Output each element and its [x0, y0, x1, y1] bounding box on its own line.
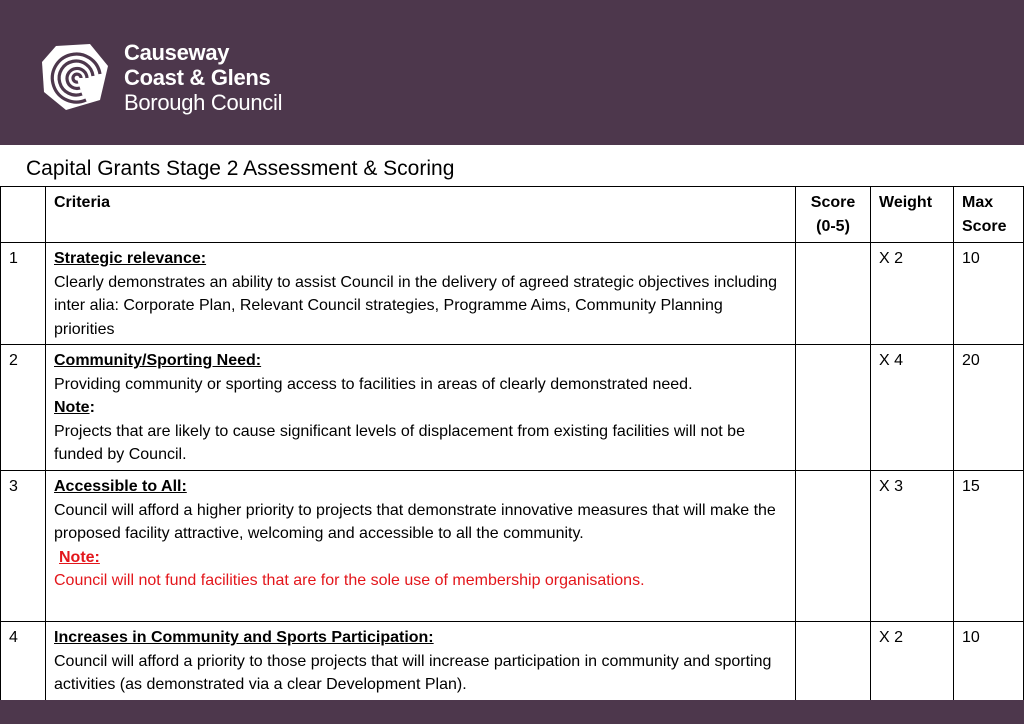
scoring-table [0, 186, 1024, 701]
document-title: Capital Grants Stage 2 Assessment & Scoring [26, 157, 455, 180]
header-criteria: Criteria [46, 187, 796, 243]
criteria-body: Council will afford a priority to those projects that will increase participation in community and sporting activities (as demonstrated via a clear Development Plan). [54, 652, 772, 693]
weight-cell: X 2 [871, 622, 954, 701]
score-cell[interactable] [796, 243, 871, 345]
max-score-cell: 10 [954, 243, 1024, 345]
score-cell[interactable] [796, 471, 871, 622]
logo-line-2: Coast & Glens [124, 65, 271, 90]
criteria-cell: Community/Sporting Need: Providing community or sporting access to facilities in areas of clearly demonstrated need. Note: Projects that are likely to cause significant levels of displacement from existing facilities will not be funded by Council. [46, 345, 796, 471]
score-cell[interactable] [796, 622, 871, 701]
footer-banner [0, 700, 1024, 724]
logo-wordmark [124, 40, 282, 115]
criteria-heading: Accessible to All: [54, 478, 187, 495]
weight-cell: X 2 [871, 243, 954, 345]
row-number: 1 [1, 243, 46, 345]
criteria-heading: Community/Sporting Need: [54, 352, 262, 369]
header-max-score: Max Score [954, 187, 1024, 243]
row-number: 3 [1, 471, 46, 622]
weight-cell: X 3 [871, 471, 954, 622]
criteria-body: Clearly demonstrates an ability to assist Council in the delivery of agreed strategic objectives including inter alia: Corporate Plan, Relevant Council strategies, Programme Aims, Community Planning priorities [54, 273, 778, 338]
logo-line-3: Borough Council [124, 90, 283, 115]
weight-cell: X 4 [871, 345, 954, 471]
criteria-heading: Strategic relevance: [54, 250, 207, 267]
logo-line-1: Causeway [124, 40, 230, 65]
criteria-heading: Increases in Community and Sports Participation: [54, 629, 434, 646]
row-number: 2 [1, 345, 46, 471]
header-weight: Weight [871, 187, 954, 243]
score-cell[interactable] [796, 345, 871, 471]
council-logo [42, 40, 302, 120]
table-header-row [1, 187, 1024, 243]
note-label: Note: [59, 548, 100, 566]
note-body: Projects that are likely to cause significant levels of displacement from existing facilities will not be funded by Council. [54, 422, 745, 463]
table-row [1, 471, 1024, 622]
max-score-cell: 20 [954, 345, 1024, 471]
note-label: Note [54, 399, 90, 416]
max-score-cell: 10 [954, 622, 1024, 701]
spiral-logo-icon [42, 44, 112, 110]
note-body: Council will not fund facilities that are for the sole use of membership organisations. [54, 572, 645, 589]
criteria-cell [46, 622, 796, 701]
max-score-cell: 15 [954, 471, 1024, 622]
criteria-body: Council will afford a higher priority to projects that demonstrate innovative measures that will make the proposed facility attractive, welcoming and accessible to all the community. [54, 501, 776, 542]
header-banner [0, 0, 1024, 145]
criteria-cell [46, 471, 796, 622]
criteria-cell [46, 243, 796, 345]
table-row [1, 622, 1024, 701]
table-row [1, 243, 1024, 345]
header-num-cell [1, 187, 46, 243]
row-number: 4 [1, 622, 46, 701]
table-row [1, 345, 1024, 471]
criteria-body: Providing community or sporting access to facilities in areas of clearly demonstrated need. [54, 375, 693, 393]
header-score: Score (0-5) [796, 187, 871, 243]
